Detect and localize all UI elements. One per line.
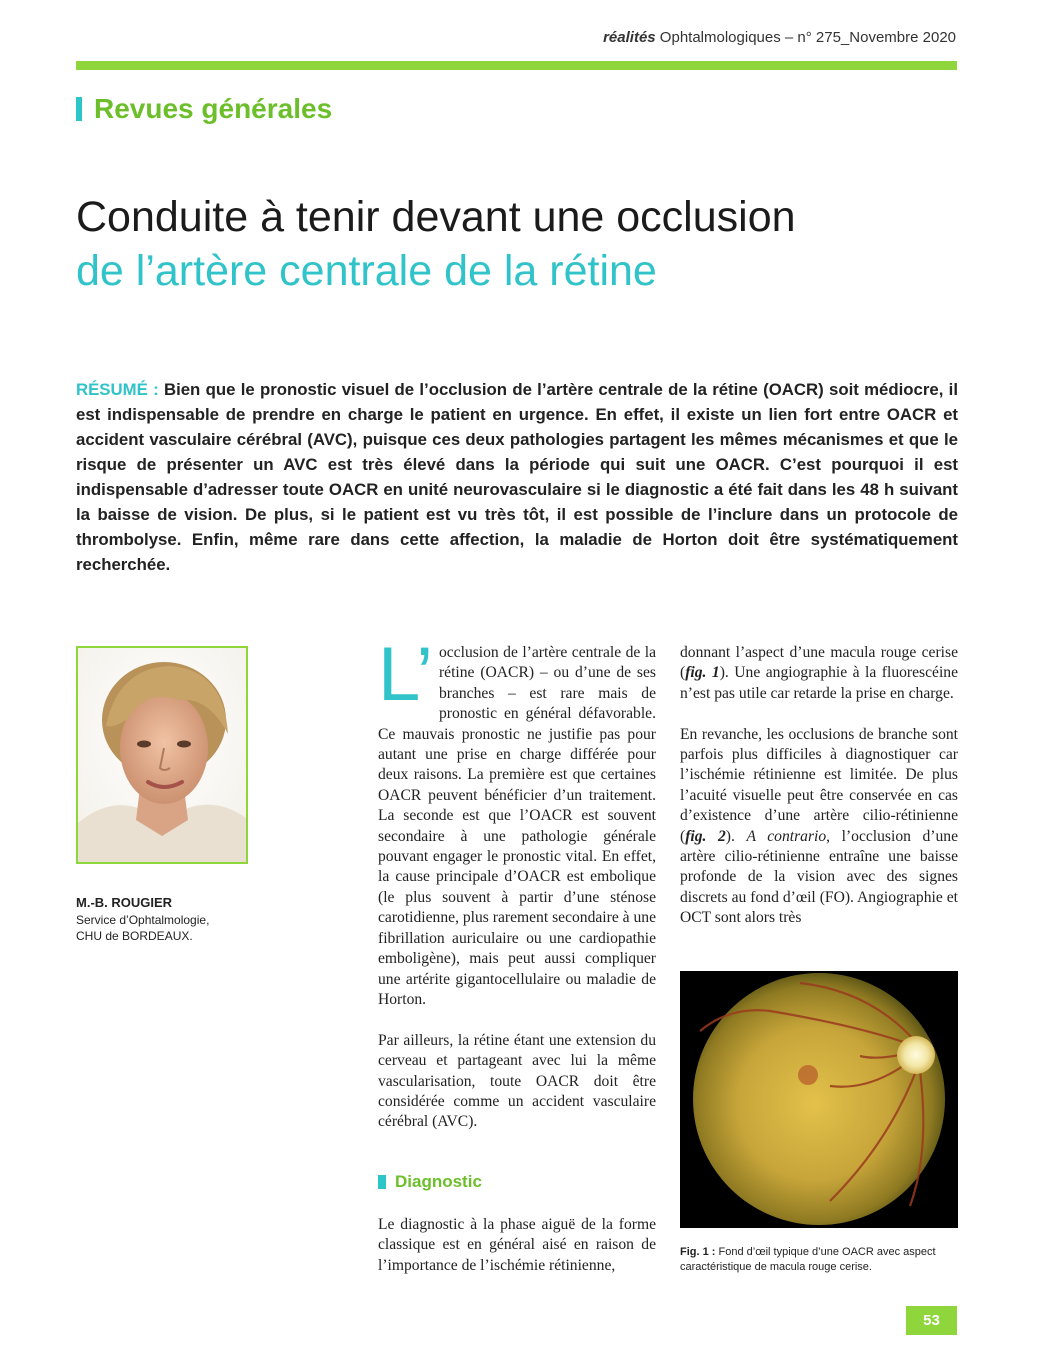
body-column-2: [680, 643, 958, 949]
author-portrait-icon: [78, 648, 246, 862]
subheading-diagnostic: [378, 1172, 482, 1192]
section-label: [76, 92, 332, 126]
subheading-bar-icon: [378, 1175, 386, 1189]
figure-caption-text: Fond d’œil typique d’une OACR avec aspect caractéristique de macula rouge cerise.: [680, 1246, 936, 1273]
col2-p2-text-c: , l’occlusion d’une artère cilio-rétinienne entraîne une baisse profonde de la vision avec des signes discrets au fond d’œil (FO). Angiographie et OCT sont alors très: [680, 827, 958, 927]
subheading-text: Diagnostic: [395, 1172, 482, 1191]
author-affiliation-line-1: Service d’Ophtalmologie,: [76, 913, 210, 927]
abstract-text: Bien que le pronostic visuel de l’occlusion de l’artère centrale de la rétine (OACR) soit médiocre, il est indispensable de prendre en charge le patient en urgence. En effet, il existe un lien fort entre OACR et accident vasculaire cérébral (AVC), puisque ces deux pathologies partagent les mêmes mécanismes et que le risque de présenter un AVC est très élevé dans la période qui suit une OACR. C’est pourquoi il est indispensable d’adresser toute OACR en unité neurovasculaire si le diagnostic a été fait dans les 48 h suivant la baisse de vision. De plus, si le patient est vu très tôt, il est possible de l’inclure dans un protocole de thrombolyse. Enfin, même rare dans cette affection, la maladie de Horton doit être systématiquement recherchée.: [76, 380, 959, 574]
col2-p1-text-b: ). Une angiographie à la fluorescéine n’est pas utile car retarde la prise en charge.: [680, 664, 958, 702]
body-paragraph-2: Par ailleurs, la rétine étant une extension du cerveau et partageant avec lui la même vascularisation, toute OACR doit être considérée comme un accident vasculaire cérébral (AVC).: [378, 1031, 656, 1131]
col2-p2-text-b: ).: [725, 827, 747, 845]
figure-caption-label: Fig. 1 :: [680, 1246, 716, 1258]
page-number: 53: [906, 1306, 957, 1335]
header-rule: [76, 61, 957, 70]
title-line-1: Conduite à tenir devant une occlusion: [76, 193, 796, 241]
retina-fundus-icon: [680, 971, 958, 1228]
figure-ref-2: fig. 2: [685, 827, 726, 845]
author-affiliation: [76, 912, 209, 944]
body-column-1: [378, 632, 656, 1153]
section-bar-icon: [76, 97, 82, 121]
figure-caption: [680, 1245, 958, 1275]
figure-fundus-image: [680, 971, 958, 1228]
journal-brand: réalités: [603, 29, 656, 46]
author-photo: [76, 646, 248, 864]
col2-p1-text-a: donnant l’aspect d’une macula rouge cerise (: [680, 644, 958, 682]
abstract-label: RÉSUMÉ :: [76, 380, 159, 399]
abstract: [76, 377, 958, 577]
author-name: M.-B. ROUGIER: [76, 895, 173, 910]
body-paragraph-1: [378, 632, 656, 1010]
title-line-2: de l’artère centrale de la rétine: [76, 247, 657, 295]
col2-p2-italic: A contrario: [746, 827, 827, 845]
col2-paragraph-2: [680, 725, 958, 929]
article-title: [76, 190, 976, 298]
col2-p2-text-a: En revanche, les occlusions de branche sont parfois plus difficiles à diagnostiquer car l’ischémie rétinienne est limitée. De plus l’acuité visuelle peut être conservée en cas d’existence d’une artère cilio-rétinienne (: [680, 725, 958, 845]
col2-paragraph-1: [680, 643, 958, 704]
journal-issue: Ophtalmologiques – n° 275_Novembre 2020: [655, 29, 956, 46]
figure-ref-1: fig. 1: [685, 664, 720, 682]
author-affiliation-line-2: CHU de BORDEAUX.: [76, 929, 193, 943]
drop-cap: L’: [378, 632, 433, 717]
section-label-text: Revues générales: [94, 93, 333, 124]
running-head: [420, 29, 956, 46]
body-paragraph-3: Le diagnostic à la phase aiguë de la forme classique est en général aisé en raison de l’importance de l’ischémie rétinienne,: [378, 1216, 656, 1274]
body-paragraph-1-text: occlusion de l’artère centrale de la rétine (OACR) – ou d’une de ses branches – est rare mais de pronostic en général défavorable. Ce mauvais pronostic ne justifie pas pour autant une prise en charge différée pour deux raisons. La première est que certaines OACR peuvent bénéficier d’un traitement. La seconde est que l’OACR est souvent secondaire à une pathologie générale pouvant engager le pronostic vital. En effet, la cause principale d’OACR est embolique (le plus souvent à partir d’une sténose carotidienne, plus rarement secondaire à une fibrillation auriculaire ou une cardiopathie emboligène), mais peut aussi compliquer une artérite gigantocellulaire ou maladie de Horton.: [378, 644, 656, 1008]
